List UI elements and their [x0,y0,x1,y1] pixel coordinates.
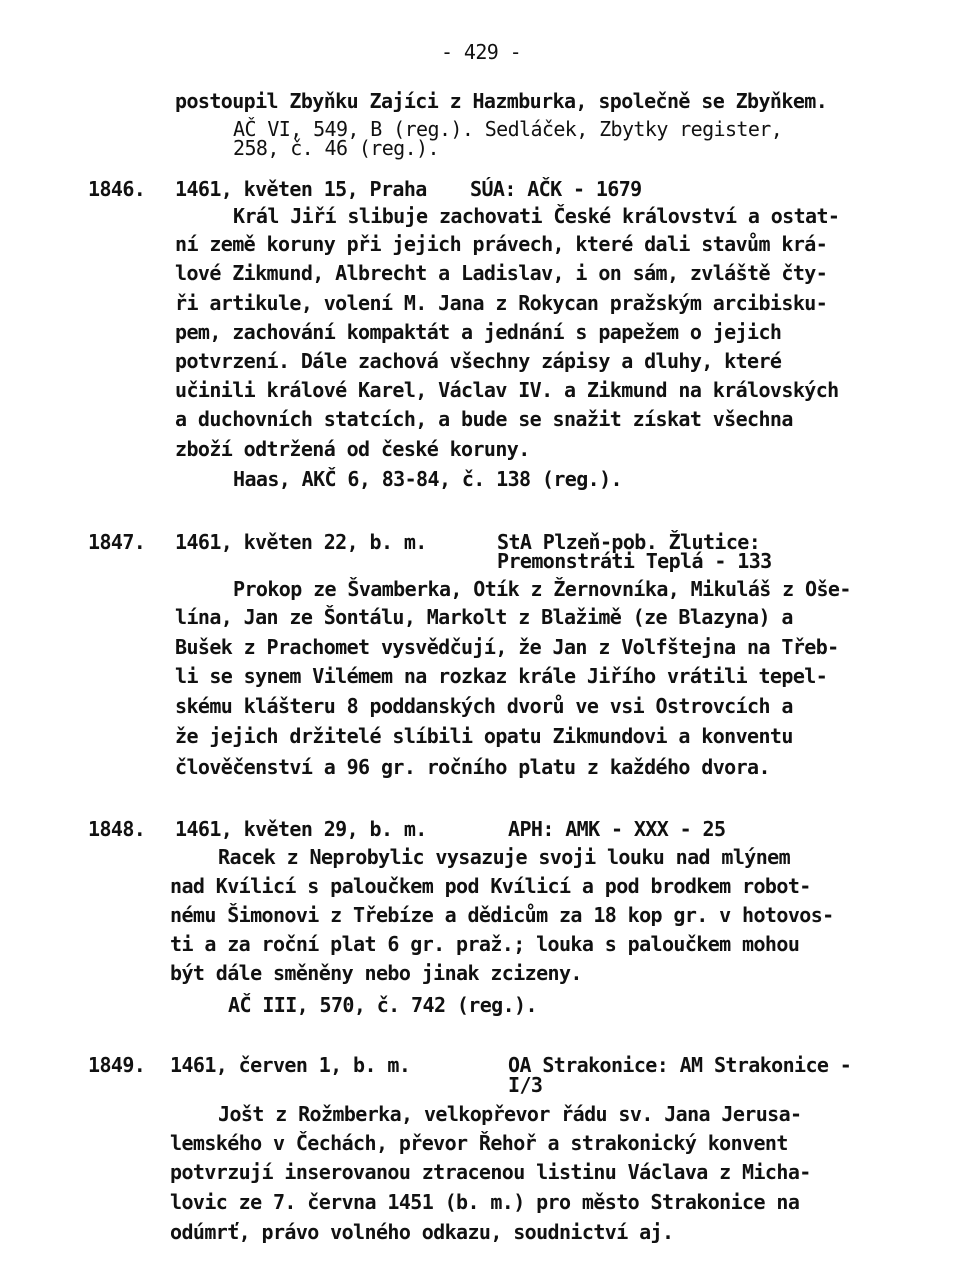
entry-text-line: že jejich držitelé slíbili opatu Zikmundovi a konventu [175,724,793,748]
entry-reference: AČ III, 570, č. 742 (reg.). [228,993,537,1017]
entry-text-line: pem, zachování kompaktát a jednání s papežem o jejich [175,320,782,344]
entry-text-line: nad Kvílicí s paloučkem pod Kvílicí a pod brodkem robot- [170,874,811,898]
entry-text-line: a duchovních statcích, a bude se snažit získat všechna [175,407,793,431]
entry-text-line: lovic ze 7. června 1451 (b. m.) pro město Strakonice na [170,1190,800,1214]
entry-date: 1461, květen 15, Praha [175,177,427,201]
entry-date: 1461, červen 1, b. m. [170,1053,411,1077]
intro-reference-cont: 258, č. 46 (reg.). [233,136,439,160]
entry-text-line: ti a za roční plat 6 gr. praž.; louka s paloučkem mohou [170,932,800,956]
entry-number: 1849. [88,1053,146,1077]
entry-source: SÚA: AČK - 1679 [470,177,642,201]
entry-text-line: Prokop ze Švamberka, Otík z Žernovníka, Mikuláš z Oše- [233,577,851,601]
entry-text-line: být dále směněny nebo jinak zcizeny. [170,961,582,985]
entry-number: 1847. [88,530,146,554]
entry-text-line: ři artikule, volení M. Jana z Rokycan pražským arcibisku- [175,291,828,315]
page-number: - 429 - [441,40,522,64]
entry-text-line: člověčenství a 96 gr. ročního platu z každého dvora. [175,755,770,779]
entry-text-line: Racek z Neprobylic vysazuje svoji louku nad mlýnem [218,845,791,869]
entry-date: 1461, květen 29, b. m. [175,817,427,841]
entry-text-line: nému Šimonovi z Třebíze a dědicům za 18 kop gr. v hotovos- [170,903,834,927]
entry-text-line: lína, Jan ze Šontálu, Markolt z Blažimě (ze Blazyna) a [175,605,793,629]
entry-source: StA Plzeň-pob. Žlutice: [497,530,761,554]
entry-text-line: skému klášteru 8 poddanských dvorů ve vsi Ostrovcích a [175,694,793,718]
entry-text-line: Jošt z Rožmberka, velkopřevor řádu sv. Jana Jerusa- [218,1102,802,1126]
entry-source: OA Strakonice: AM Strakonice - [508,1053,852,1077]
intro-line: postoupil Zbyňku Zajíci z Hazmburka, společně se Zbyňkem. [175,89,828,113]
entry-source: APH: AMK - XXX - 25 [508,817,726,841]
intro-reference: AČ VI, 549, B (reg.). Sedláček, Zbytky register, [233,117,783,141]
entry-text-line: ní země koruny při jejich právech, které dali stavům krá- [175,232,828,256]
entry-text-line: Bušek z Prachomet vysvědčují, že Jan z Volfštejna na Třeb- [175,635,839,659]
entry-text-line: zboží odtržená od české koruny. [175,437,530,461]
entry-number: 1846. [88,177,146,201]
entry-text-line: lové Zikmund, Albrecht a Ladislav, i on sám, zvláště čty- [175,261,828,285]
entry-date: 1461, květen 22, b. m. [175,530,427,554]
entry-text-line: učinili králové Karel, Václav IV. a Zikmund na královských [175,378,839,402]
entry-text-line: potvrzení. Dále zachová všechny zápisy a dluhy, které [175,349,782,373]
entry-source-cont: Premonstráti Teplá - 133 [497,549,772,573]
entry-text-line: li se synem Vilémem na rozkaz krále Jiřího vrátili tepel- [175,664,828,688]
entry-reference: Haas, AKČ 6, 83-84, č. 138 (reg.). [233,467,622,491]
entry-source-cont: I/3 [508,1073,543,1097]
entry-text-line: lemského v Čechách, převor Řehoř a strakonický konvent [170,1131,788,1155]
entry-text-line: odúmrť, právo volného odkazu, soudnictví aj. [170,1220,674,1244]
entry-number: 1848. [88,817,146,841]
entry-text-line: potvrzují inserovanou ztracenou listinu Václava z Micha- [170,1160,811,1184]
entry-text-line: Král Jiří slibuje zachovati České království a ostat- [233,204,840,228]
